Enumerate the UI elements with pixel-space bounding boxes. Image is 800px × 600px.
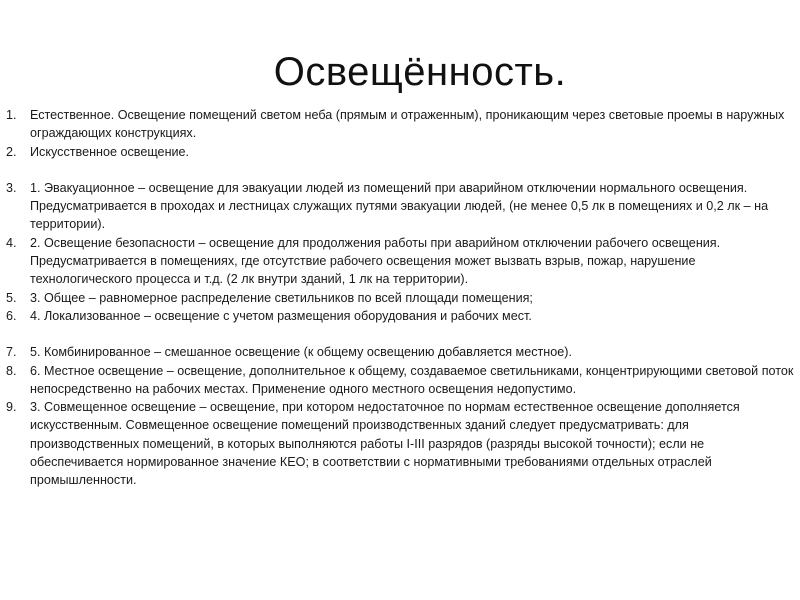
list-item-number: 1. (6, 108, 17, 122)
content-list (0, 106, 796, 490)
list-item-number: 4. (6, 235, 17, 250)
list-item (0, 143, 796, 161)
slide-title: Освещённость. (273, 50, 567, 94)
list-item-text: 6. Местное освещение – освещение, дополнительное к общему, создаваемое светильниками, концентрирующими световой поток непосредственно на рабочих местах. Применение одного местного освещения недопустимо. (30, 363, 794, 396)
list-item-number: 8. (6, 363, 17, 378)
list-item-number: 5. (6, 290, 17, 305)
list-item (0, 343, 796, 361)
list-item (0, 362, 796, 399)
list-item (0, 234, 796, 289)
list-item (0, 106, 796, 143)
list-item (0, 289, 796, 307)
list-item-text: 4. Локализованное – освещение с учетом размещения оборудования и рабочих мест. (30, 308, 532, 323)
list-item-text: Искусственное освещение. (30, 144, 190, 159)
list-item-text: 3. Совмещенное освещение – освещение, при котором недостаточное по нормам естественное освещение дополняется искусственным. Совмещенное освещение помещений производственных зданий следует предусматривать: для производственных помещений, в которых выполняются работы I-III разрядов (разряды высокой точности); если не обеспечивается нормированное значение КЕО; в соответствии с нормативными требованиями отдельных отраслей промышленности. (30, 400, 740, 488)
list-item (0, 398, 796, 489)
list-item-text: 2. Освещение безопасности – освещение для продолжения работы при аварийном отключении рабочего освещения. Предусматривается в помещениях, где отсутствие рабочего освещения может вызвать взрыв, пожар, нарушение технологического процесса и т.д. (2 лк внутри зданий, 1 лк на территории). (30, 235, 721, 287)
list-item-text: 5. Комбинированное – смешанное освещение (к общему освещению добавляется местное). (30, 345, 572, 360)
list-item (0, 179, 796, 234)
list-item-number: 3. (6, 180, 17, 195)
list-item-text: 1. Эвакуационное – освещение для эвакуации людей из помещений при аварийном отключении нормального освещения. Предусматривается в проходах и лестницах служащих путями эвакуации людей, (не менее 0,5 лк в помещениях и 0,2 лк – на территории). (30, 180, 769, 232)
list-item-number: 7. (6, 345, 17, 360)
list-item (0, 307, 796, 325)
list-item-text: 3. Общее – равномерное распределение светильников по всей площади помещения; (30, 290, 533, 305)
list-item-number: 9. (6, 400, 17, 415)
list-item-number: 6. (6, 308, 17, 323)
list-item-number: 2. (6, 144, 17, 159)
list-item-text: Естественное. Освещение помещений светом неба (прямым и отраженным), проникающим через световые проемы в наружных ограждающих конструкциях. (30, 108, 785, 141)
